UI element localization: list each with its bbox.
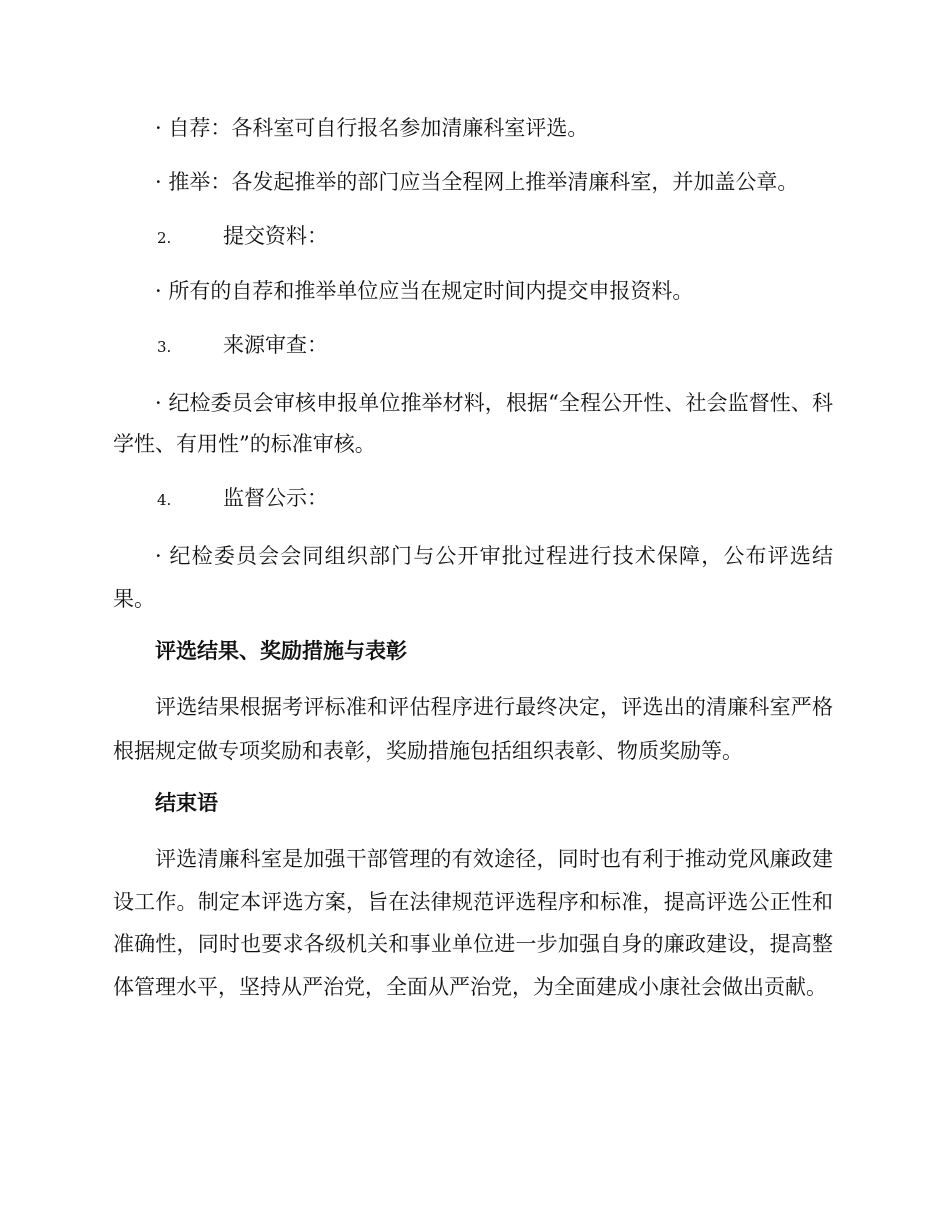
- step-3-heading: [157, 329, 328, 364]
- step-2-title: 提交资料：: [223, 224, 328, 248]
- bullet-submit: · 所有的自荐和推举单位应当在规定时间内提交申报资料。: [155, 279, 694, 303]
- results-paragraph: 评选结果根据考评标准和评估程序进行最终决定，评选出的清廉科室严格根据规定做专项奖励和表彰，奖励措施包括组织表彰、物质奖励等。: [113, 695, 833, 763]
- step-3-number: 3.: [157, 338, 172, 356]
- step-4-number: 4.: [157, 491, 172, 509]
- step-2-number: 2.: [157, 229, 172, 247]
- bullet-nominate: · 推举：各发起推举的部门应当全程网上推举清廉科室，并加盖公章。: [155, 170, 799, 194]
- conclusion-heading: 结束语: [155, 790, 218, 815]
- step-4-heading: [157, 482, 328, 517]
- conclusion-paragraph: 评选清廉科室是加强干部管理的有效途径，同时也有利于推动党风廉政建设工作。制定本评选方案，旨在法律规范评选程序和标准，提高评选公正性和准确性，同时也要求各级机关和事业单位进一步加强自身的廉政建设，提高整体管理水平，坚持从严治党，全面从严治党，为全面建成小康社会做出贡献。: [113, 847, 833, 999]
- step-3-title: 来源审查：: [223, 333, 328, 357]
- bullet-self-recommend: · 自荐：各科室可自行报名参加清廉科室评选。: [155, 116, 589, 140]
- step-4-title: 监督公示：: [223, 486, 328, 510]
- bullet-publicity: · 纪检委员会会同组织部门与公开审批过程进行技术保障，公布评选结果。: [113, 544, 833, 611]
- step-2-heading: [157, 220, 328, 255]
- bullet-review: · 纪检委员会审核申报单位推举材料，根据“全程公开性、社会监督性、科学性、有用性”的标准审核。: [113, 391, 833, 456]
- results-heading: 评选结果、奖励措施与表彰: [155, 638, 407, 663]
